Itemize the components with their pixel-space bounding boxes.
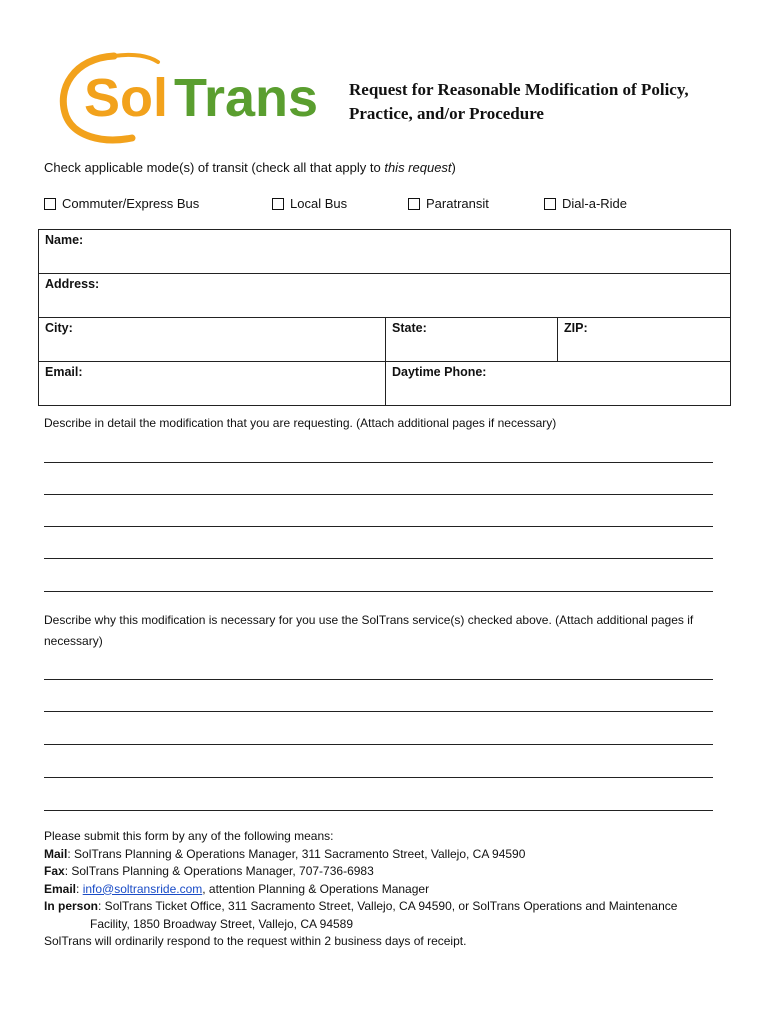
submission-email <box>44 881 744 899</box>
mode-instructions-prefix: Check applicable mode(s) of transit (check all that apply to <box>44 160 385 175</box>
modification-answer-line[interactable] <box>44 526 713 527</box>
response-time-note: SolTrans will ordinarily respond to the request within 2 business days of receipt. <box>44 934 467 948</box>
submission-in-person <box>44 898 744 916</box>
form-title-line2: Practice, and/or Procedure <box>349 104 544 123</box>
modification-answer-line[interactable] <box>44 591 713 592</box>
necessity-answer-line[interactable] <box>44 744 713 745</box>
necessity-answer-line[interactable] <box>44 711 713 712</box>
checkbox-icon[interactable] <box>272 198 284 210</box>
mode-option-dial-a-ride[interactable] <box>544 196 627 211</box>
modification-answer-line[interactable] <box>44 494 713 495</box>
zip-field[interactable] <box>558 318 731 362</box>
zip-label: ZIP: <box>564 321 588 335</box>
checkbox-icon[interactable] <box>544 198 556 210</box>
state-field[interactable] <box>386 318 558 362</box>
name-label: Name: <box>45 233 84 247</box>
submission-instructions <box>44 828 744 951</box>
address-label: Address: <box>45 277 100 291</box>
svg-text:Sol: Sol <box>84 68 169 128</box>
form-title-line1: Request for Reasonable Modification of Policy, <box>349 80 689 99</box>
submission-in-person-continued: Facility, 1850 Broadway Street, Vallejo, CA 94589 <box>90 916 354 931</box>
mode-label: Paratransit <box>426 196 489 211</box>
mode-label: Dial-a-Ride <box>562 196 628 211</box>
state-label: State: <box>392 321 427 335</box>
modification-answer-line[interactable] <box>44 558 713 559</box>
submission-mail <box>44 846 744 864</box>
email-label-bold: Email <box>44 881 77 896</box>
modification-prompt: Describe in detail the modification that you are requesting. (Attach additional pages if necessary) <box>44 416 557 430</box>
mode-option-commuter-express[interactable] <box>44 196 199 211</box>
email-link[interactable]: info@soltransride.com <box>82 881 203 896</box>
in-person-text: : SolTrans Ticket Office, 311 Sacramento Street, Vallejo, CA 94590, or SolTrans Operations and Maintenance <box>98 899 678 913</box>
city-label: City: <box>45 321 73 335</box>
city-field[interactable] <box>39 318 386 362</box>
necessity-answer-line[interactable] <box>44 810 713 811</box>
necessity-answer-line[interactable] <box>44 679 713 680</box>
svg-text:Trans: Trans <box>174 68 319 128</box>
fax-text: : SolTrans Planning & Operations Manager, 707-736-6983 <box>64 864 374 878</box>
submission-fax <box>44 863 744 881</box>
email-label: Email: <box>45 365 83 379</box>
necessity-prompt: Describe why this modification is necessary for you use the SolTrans service(s) checked above. (Attach additional pages if necessary) <box>44 613 694 648</box>
contact-info-table <box>38 229 731 406</box>
email-separator: : <box>76 881 83 896</box>
mail-label: Mail <box>44 846 68 861</box>
mode-instructions <box>44 160 456 175</box>
modification-answer-line[interactable] <box>44 462 713 463</box>
necessity-answer-line[interactable] <box>44 777 713 778</box>
submission-intro: Please submit this form by any of the following means: <box>44 829 334 843</box>
email-text: , attention Planning & Operations Manager <box>202 881 430 896</box>
daytime-phone-field[interactable] <box>386 362 731 406</box>
soltrans-logo <box>54 44 334 144</box>
checkbox-icon[interactable] <box>408 198 420 210</box>
fax-label: Fax <box>44 864 65 878</box>
daytime-phone-label: Daytime Phone: <box>392 365 487 379</box>
in-person-label: In person <box>44 899 99 913</box>
address-field[interactable] <box>39 274 731 318</box>
mail-text: : SolTrans Planning & Operations Manager, 311 Sacramento Street, Vallejo, CA 94590 <box>67 846 526 861</box>
name-field[interactable] <box>39 230 731 274</box>
checkbox-icon[interactable] <box>44 198 56 210</box>
mode-label: Local Bus <box>290 196 348 211</box>
mode-option-local-bus[interactable] <box>272 196 347 211</box>
form-title <box>349 78 749 126</box>
mode-instructions-suffix: ) <box>451 160 456 175</box>
mode-option-paratransit[interactable] <box>408 196 489 211</box>
mode-label: Commuter/Express Bus <box>62 196 200 211</box>
email-field[interactable] <box>39 362 386 406</box>
mode-instructions-emphasis: this request <box>384 160 452 175</box>
